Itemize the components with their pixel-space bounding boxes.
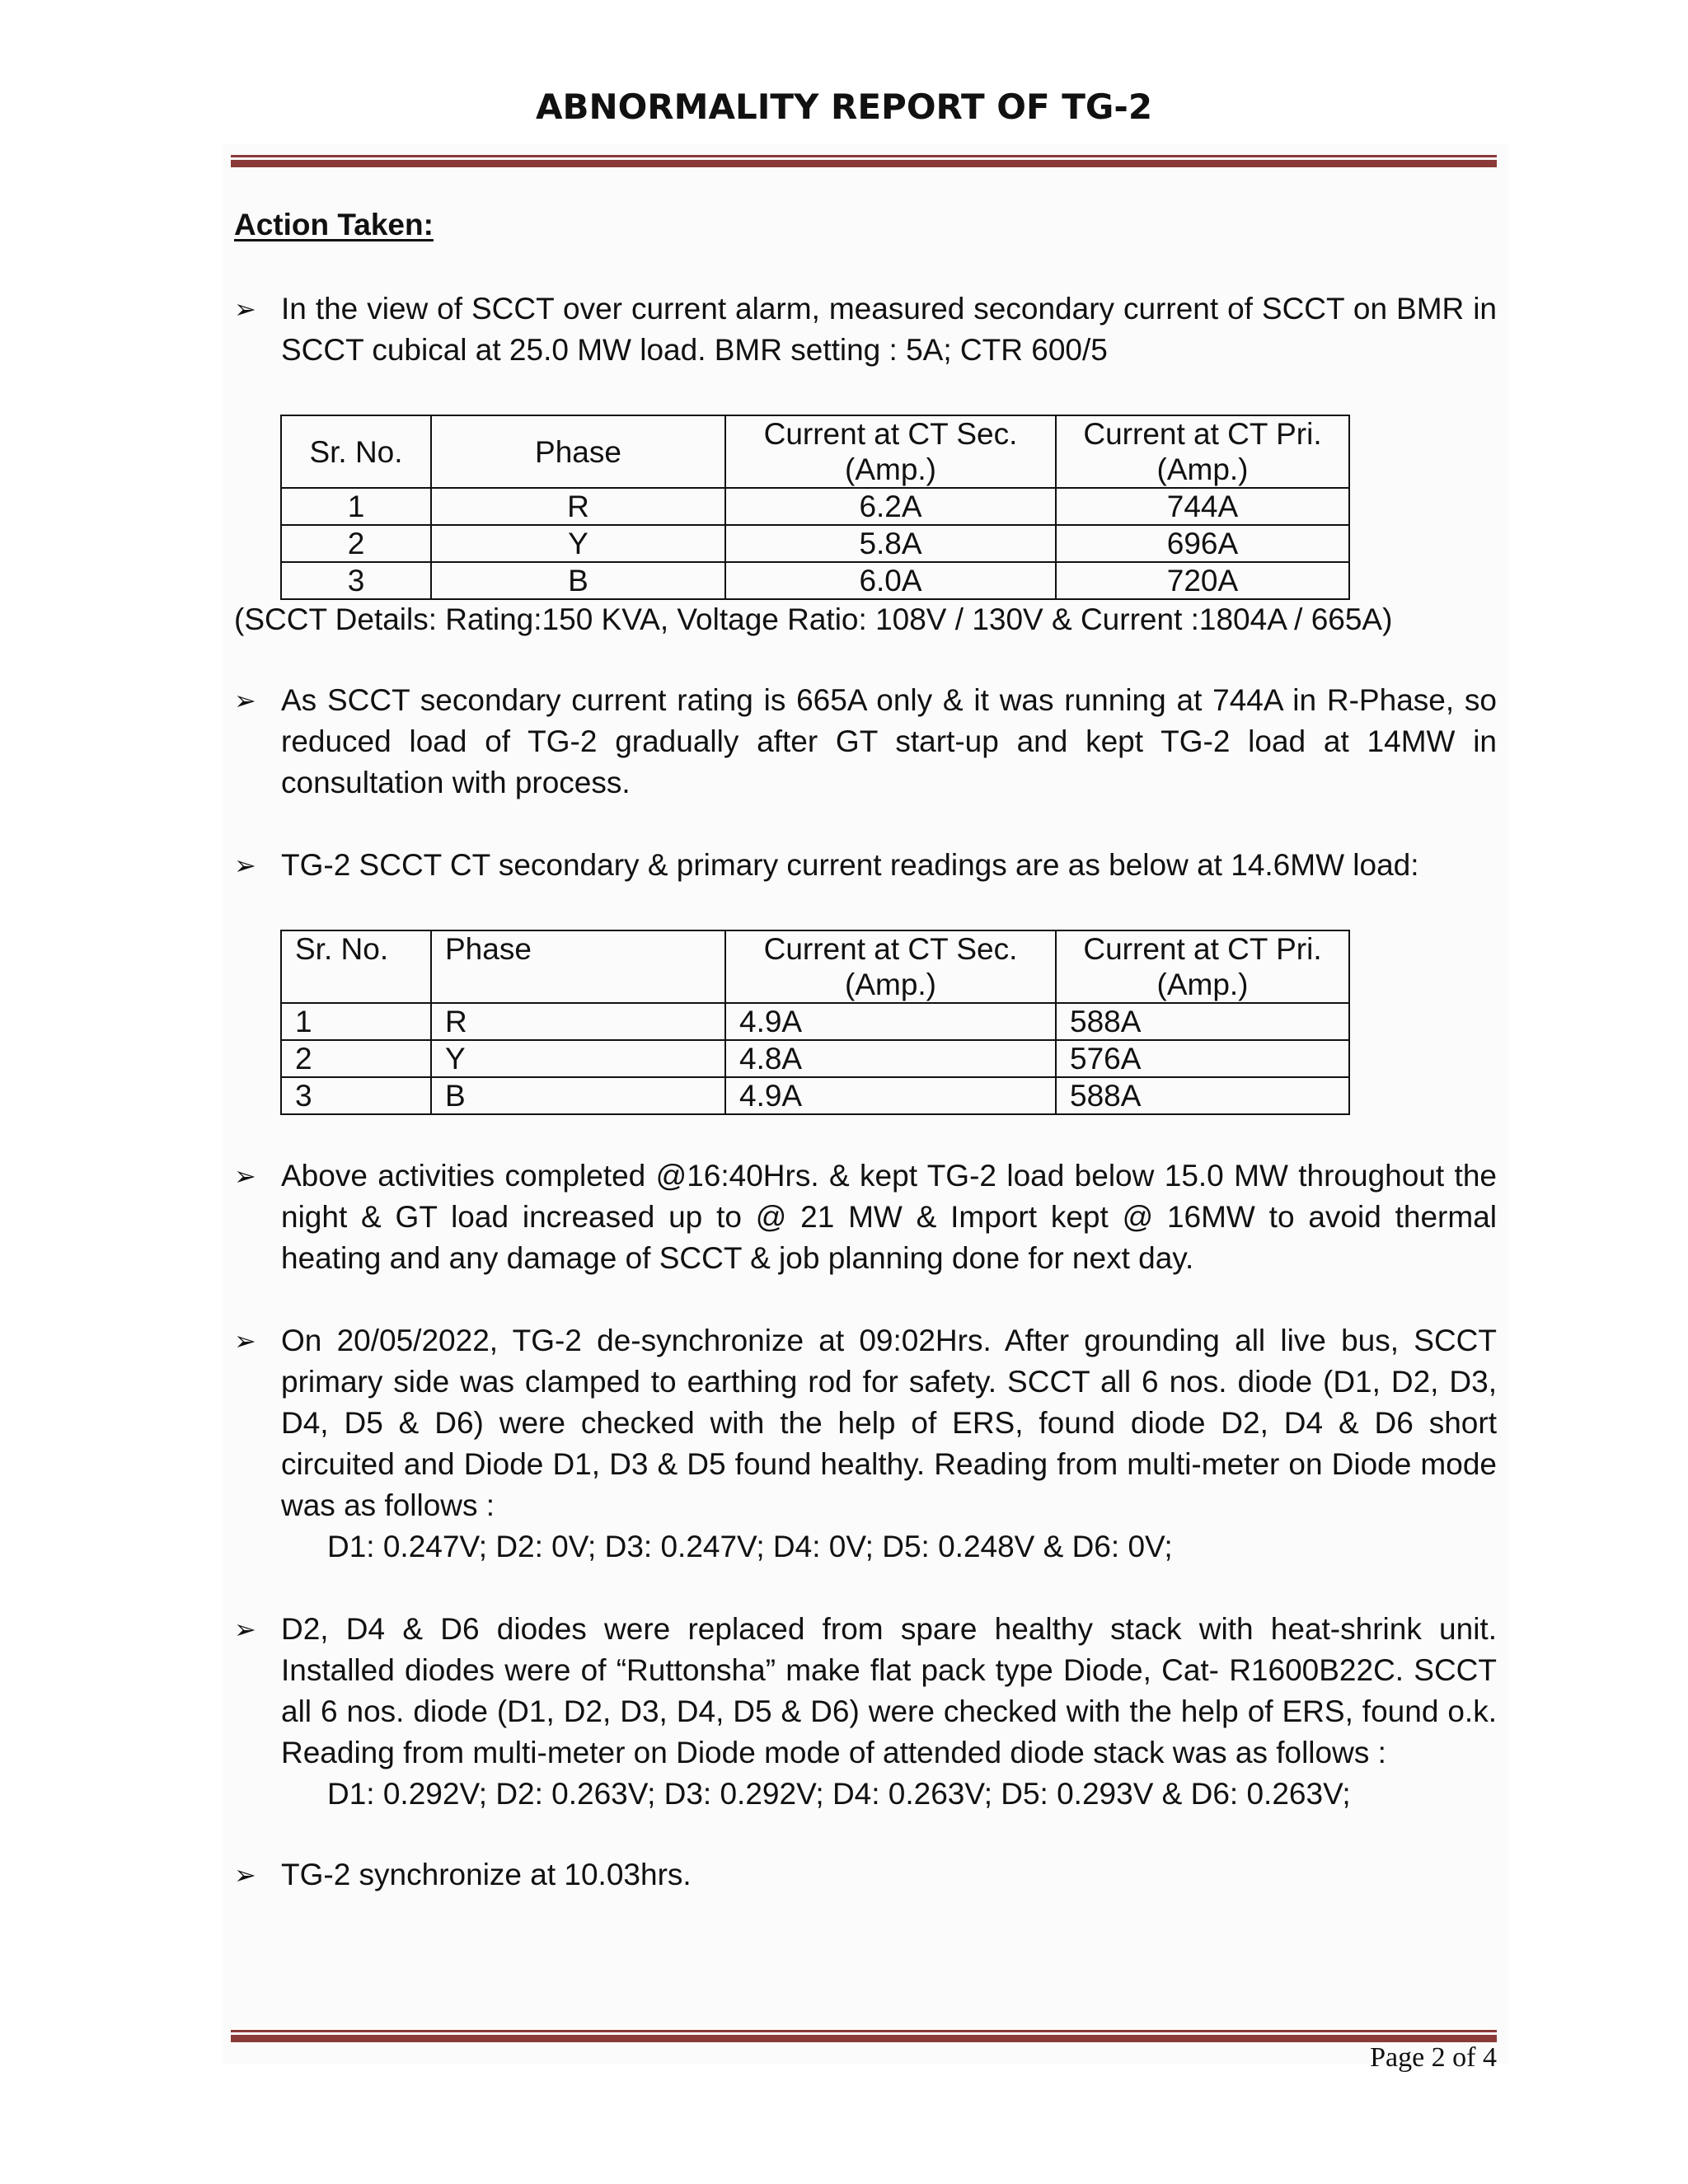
bullet-text: D2, D4 & D6 diodes were replaced from spare healthy stack with heat-shrink unit. Installed diodes were of “Ruttonsha” make flat pack type Diode, Cat- R1600B22C. SCCT all 6 nos. diode (D1, D2, D3, D4, D5 & D6) were checked with the help of ERS, found o.k. Reading from multi-meter on Diode mode of attended diode stack was as follows :: [281, 1612, 1497, 1769]
header-ct-sec: Current at CT Sec. (Amp.): [725, 415, 1056, 488]
cell-phase: Y: [431, 1040, 725, 1077]
page-number: Page 2 of 4: [1370, 2042, 1497, 2073]
table-row: [281, 488, 1349, 525]
diode-reading-before: D1: 0.247V; D2: 0V; D3: 0.247V; D4: 0V; D5: 0.248V & D6: 0V;: [327, 1530, 1173, 1563]
arrow-bullet-icon: ➢: [234, 851, 256, 880]
bullet-text: As SCCT secondary current rating is 665A only & it was running at 744A in R-Phase, so reduced load of TG-2 gradually after GT start-up and kept TG-2 load at 14MW in consultation with process.: [281, 683, 1497, 799]
cell-ct-sec: 5.8A: [725, 525, 1056, 562]
header-sr-no: Sr. No.: [281, 930, 431, 1003]
bullet-item: [234, 1320, 1497, 1568]
report-title: ABNORMALITY REPORT OF TG-2: [535, 87, 1153, 127]
measurement-table-2: [280, 930, 1350, 1115]
arrow-bullet-icon: ➢: [234, 1860, 256, 1890]
cell-ct-pri: 696A: [1056, 525, 1349, 562]
cell-sr-no: 2: [281, 525, 431, 562]
arrow-bullet-icon: ➢: [234, 294, 256, 324]
cell-sr-no: 2: [281, 1040, 431, 1077]
header-rule: [231, 155, 1497, 167]
section-heading: Action Taken:: [234, 208, 434, 241]
header-ct-pri: Current at CT Pri. (Amp.): [1056, 930, 1349, 1003]
arrow-bullet-icon: ➢: [234, 1161, 256, 1191]
bullet-text: TG-2 SCCT CT secondary & primary current readings are as below at 14.6MW load:: [281, 848, 1419, 882]
bullet-item: [234, 1854, 1497, 1896]
scct-details-note: (SCCT Details: Rating:150 KVA, Voltage Ratio: 108V / 130V & Current :1804A / 665A): [234, 602, 1393, 636]
table-row: [281, 1003, 1349, 1040]
header-sr-no: Sr. No.: [281, 415, 431, 488]
diode-reading-after: D1: 0.292V; D2: 0.263V; D3: 0.292V; D4: 0.263V; D5: 0.293V & D6: 0.263V;: [327, 1777, 1351, 1811]
cell-phase: R: [431, 1003, 725, 1040]
cell-sr-no: 1: [281, 1003, 431, 1040]
bullet-item: [234, 1609, 1497, 1815]
cell-ct-sec: 6.0A: [725, 562, 1056, 599]
bullet-text: TG-2 synchronize at 10.03hrs.: [281, 1858, 692, 1891]
table-header-row: [281, 930, 1349, 1003]
cell-sr-no: 3: [281, 1077, 431, 1114]
cell-sr-no: 3: [281, 562, 431, 599]
cell-ct-sec: 4.9A: [725, 1077, 1056, 1114]
header-phase: Phase: [431, 415, 725, 488]
cell-ct-pri: 744A: [1056, 488, 1349, 525]
cell-ct-pri: 588A: [1056, 1077, 1349, 1114]
cell-phase: B: [431, 562, 725, 599]
arrow-bullet-icon: ➢: [234, 1615, 256, 1644]
cell-sr-no: 1: [281, 488, 431, 525]
bullet-text: In the view of SCCT over current alarm, measured secondary current of SCCT on BMR in SCCT cubical at 25.0 MW load. BMR setting : 5A; CTR 600/5: [281, 292, 1497, 367]
cell-ct-pri: 588A: [1056, 1003, 1349, 1040]
bullet-text: Above activities completed @16:40Hrs. & kept TG-2 load below 15.0 MW throughout the night & GT load increased up to @ 21 MW & Import kept @ 16MW to avoid thermal heating and any damage of SCCT & job planning done for next day.: [281, 1159, 1497, 1275]
cell-phase: B: [431, 1077, 725, 1114]
measurement-table-1: [280, 415, 1350, 600]
table-row: [281, 1040, 1349, 1077]
table-row: [281, 562, 1349, 599]
header-ct-pri: Current at CT Pri. (Amp.): [1056, 415, 1349, 488]
bullet-text: On 20/05/2022, TG-2 de-synchronize at 09:02Hrs. After grounding all live bus, SCCT primary side was clamped to earthing rod for safety. SCCT all 6 nos. diode (D1, D2, D3, D4, D5 & D6) were checked with the help of ERS, found diode D2, D4 & D6 short circuited and Diode D1, D3 & D5 found healthy. Reading from multi-meter on Diode mode was as follows :: [281, 1324, 1497, 1522]
cell-ct-pri: 720A: [1056, 562, 1349, 599]
cell-phase: Y: [431, 525, 725, 562]
footer-rule: [231, 2030, 1497, 2042]
bullet-item: [234, 680, 1497, 804]
arrow-bullet-icon: ➢: [234, 1326, 256, 1356]
table-row: [281, 525, 1349, 562]
cell-ct-pri: 576A: [1056, 1040, 1349, 1077]
header-phase: Phase: [431, 930, 725, 1003]
bullet-item: [234, 288, 1497, 371]
table-header-row: [281, 415, 1349, 488]
cell-ct-sec: 6.2A: [725, 488, 1056, 525]
cell-ct-sec: 4.8A: [725, 1040, 1056, 1077]
cell-ct-sec: 4.9A: [725, 1003, 1056, 1040]
arrow-bullet-icon: ➢: [234, 686, 256, 715]
bullet-item: [234, 845, 1497, 886]
header-ct-sec: Current at CT Sec. (Amp.): [725, 930, 1056, 1003]
cell-phase: R: [431, 488, 725, 525]
bullet-item: [234, 1155, 1497, 1279]
table-row: [281, 1077, 1349, 1114]
